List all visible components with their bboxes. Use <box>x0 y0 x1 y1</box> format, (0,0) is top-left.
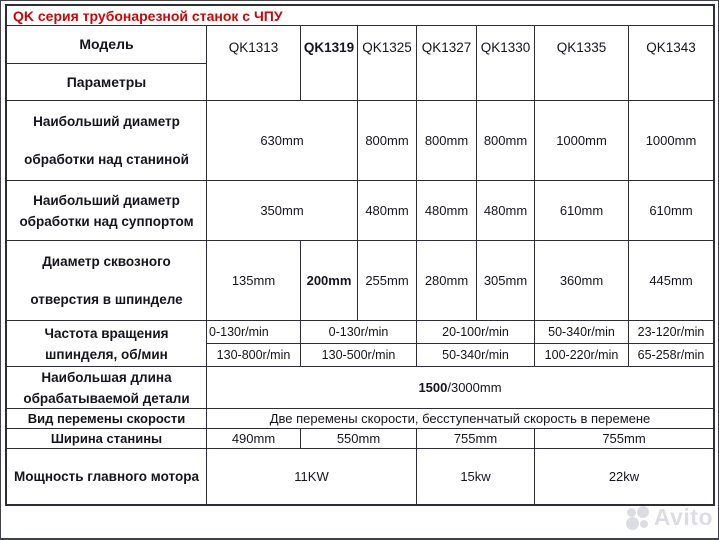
model-qk1313: QK1313 <box>207 26 301 100</box>
value-cell: 20-100r/min <box>417 321 535 343</box>
label-over-support: Наибольший диаметр обработки над суппортом <box>7 181 207 240</box>
speed-range-top <box>207 321 713 343</box>
value-cell: 550mm <box>301 429 417 448</box>
row-spindle-bore <box>7 240 713 320</box>
value-cell: 800mm <box>358 101 417 180</box>
value-cell: 15kw <box>417 449 535 504</box>
row-bed-width <box>7 428 713 448</box>
row-speed-change <box>7 408 713 428</box>
avito-logo-icon <box>626 506 650 530</box>
model-qk1335: QK1335 <box>535 26 629 100</box>
value-cell: 50-340r/min <box>535 321 629 343</box>
value-cell: 480mm <box>477 181 535 240</box>
model-qk1319: QK1319 <box>301 26 358 100</box>
model-qk1343: QK1343 <box>646 40 696 55</box>
value-cell-speed-change: Две перемены скорости, бесступенчатый скорость в перемене <box>269 411 651 426</box>
header-label-cell <box>7 26 207 100</box>
row-spindle-speed <box>7 320 713 366</box>
row-motor-power <box>7 448 713 504</box>
value-cell: 22kw <box>608 469 640 484</box>
value-cell: 350mm <box>207 181 358 240</box>
table-title: QK серия трубонарезной станок с ЧПУ <box>13 7 283 24</box>
max-length-rest: /3000mm <box>447 380 502 395</box>
label-spindle-speed: Частота вращения шпинделя, об/мин <box>7 321 207 366</box>
value-cell: 755mm <box>417 429 535 448</box>
value-cell: 490mm <box>207 429 301 448</box>
spec-table <box>5 4 715 506</box>
value-cell: 610mm <box>535 181 629 240</box>
value-cell: 360mm <box>535 241 629 320</box>
value-cell: 480mm <box>417 181 477 240</box>
value-cell: 100-220r/min <box>535 344 629 366</box>
model-label: Модель <box>79 36 134 53</box>
max-length-bold-part: 1500 <box>418 380 448 395</box>
value-cell: 200mm <box>301 241 358 320</box>
header-row <box>7 26 713 100</box>
speed-range-bottom <box>207 343 713 366</box>
value-cell: 130-500r/min <box>301 344 417 366</box>
params-label: Параметры <box>7 63 206 101</box>
value-cell: 800mm <box>477 101 535 180</box>
label-max-length: Наибольшая длина обрабатываемой детали <box>7 367 207 408</box>
row-over-support <box>7 180 713 240</box>
label-speed-change: Вид перемены скорости <box>7 409 207 428</box>
value-cell: 800mm <box>417 101 477 180</box>
value-cell: 255mm <box>358 241 417 320</box>
value-cell: 630mm <box>207 101 358 180</box>
value-cell: 23-120r/min <box>637 324 705 339</box>
value-cell: 0-130r/min <box>207 321 301 343</box>
spindle-speed-values <box>207 321 713 366</box>
value-cell: 280mm <box>417 241 477 320</box>
value-cell: 130-800r/min <box>207 344 301 366</box>
label-over-bed: Наибольший диаметр обработки над станиной <box>7 101 207 180</box>
label-spindle-bore: Диаметр сквозного отверстия в шпинделе <box>7 241 207 320</box>
value-cell: 0-130r/min <box>301 321 417 343</box>
value-cell: 610mm <box>649 203 693 218</box>
row-max-length <box>7 366 713 408</box>
value-cell: 135mm <box>207 241 301 320</box>
table-title-row <box>7 6 713 26</box>
avito-brand-text: Avito <box>653 504 713 530</box>
model-qk1325: QK1325 <box>358 26 417 100</box>
value-cell: 1000mm <box>645 133 697 148</box>
model-qk1330: QK1330 <box>477 26 535 100</box>
label-bed-width: Ширина станины <box>7 429 207 448</box>
value-cell: 480mm <box>358 181 417 240</box>
avito-watermark <box>626 504 713 531</box>
row-over-bed <box>7 100 713 180</box>
value-cell: 1000mm <box>535 101 629 180</box>
label-motor-power: Мощность главного мотора <box>7 449 207 504</box>
model-qk1327: QK1327 <box>417 26 477 100</box>
value-cell: 755mm <box>602 431 646 446</box>
value-cell: 11KW <box>207 449 417 504</box>
value-cell: 305mm <box>477 241 535 320</box>
value-cell-max-length <box>207 367 713 408</box>
value-cell: 65-258r/min <box>637 347 705 362</box>
value-cell: 50-340r/min <box>417 344 535 366</box>
value-cell: 445mm <box>649 273 693 288</box>
